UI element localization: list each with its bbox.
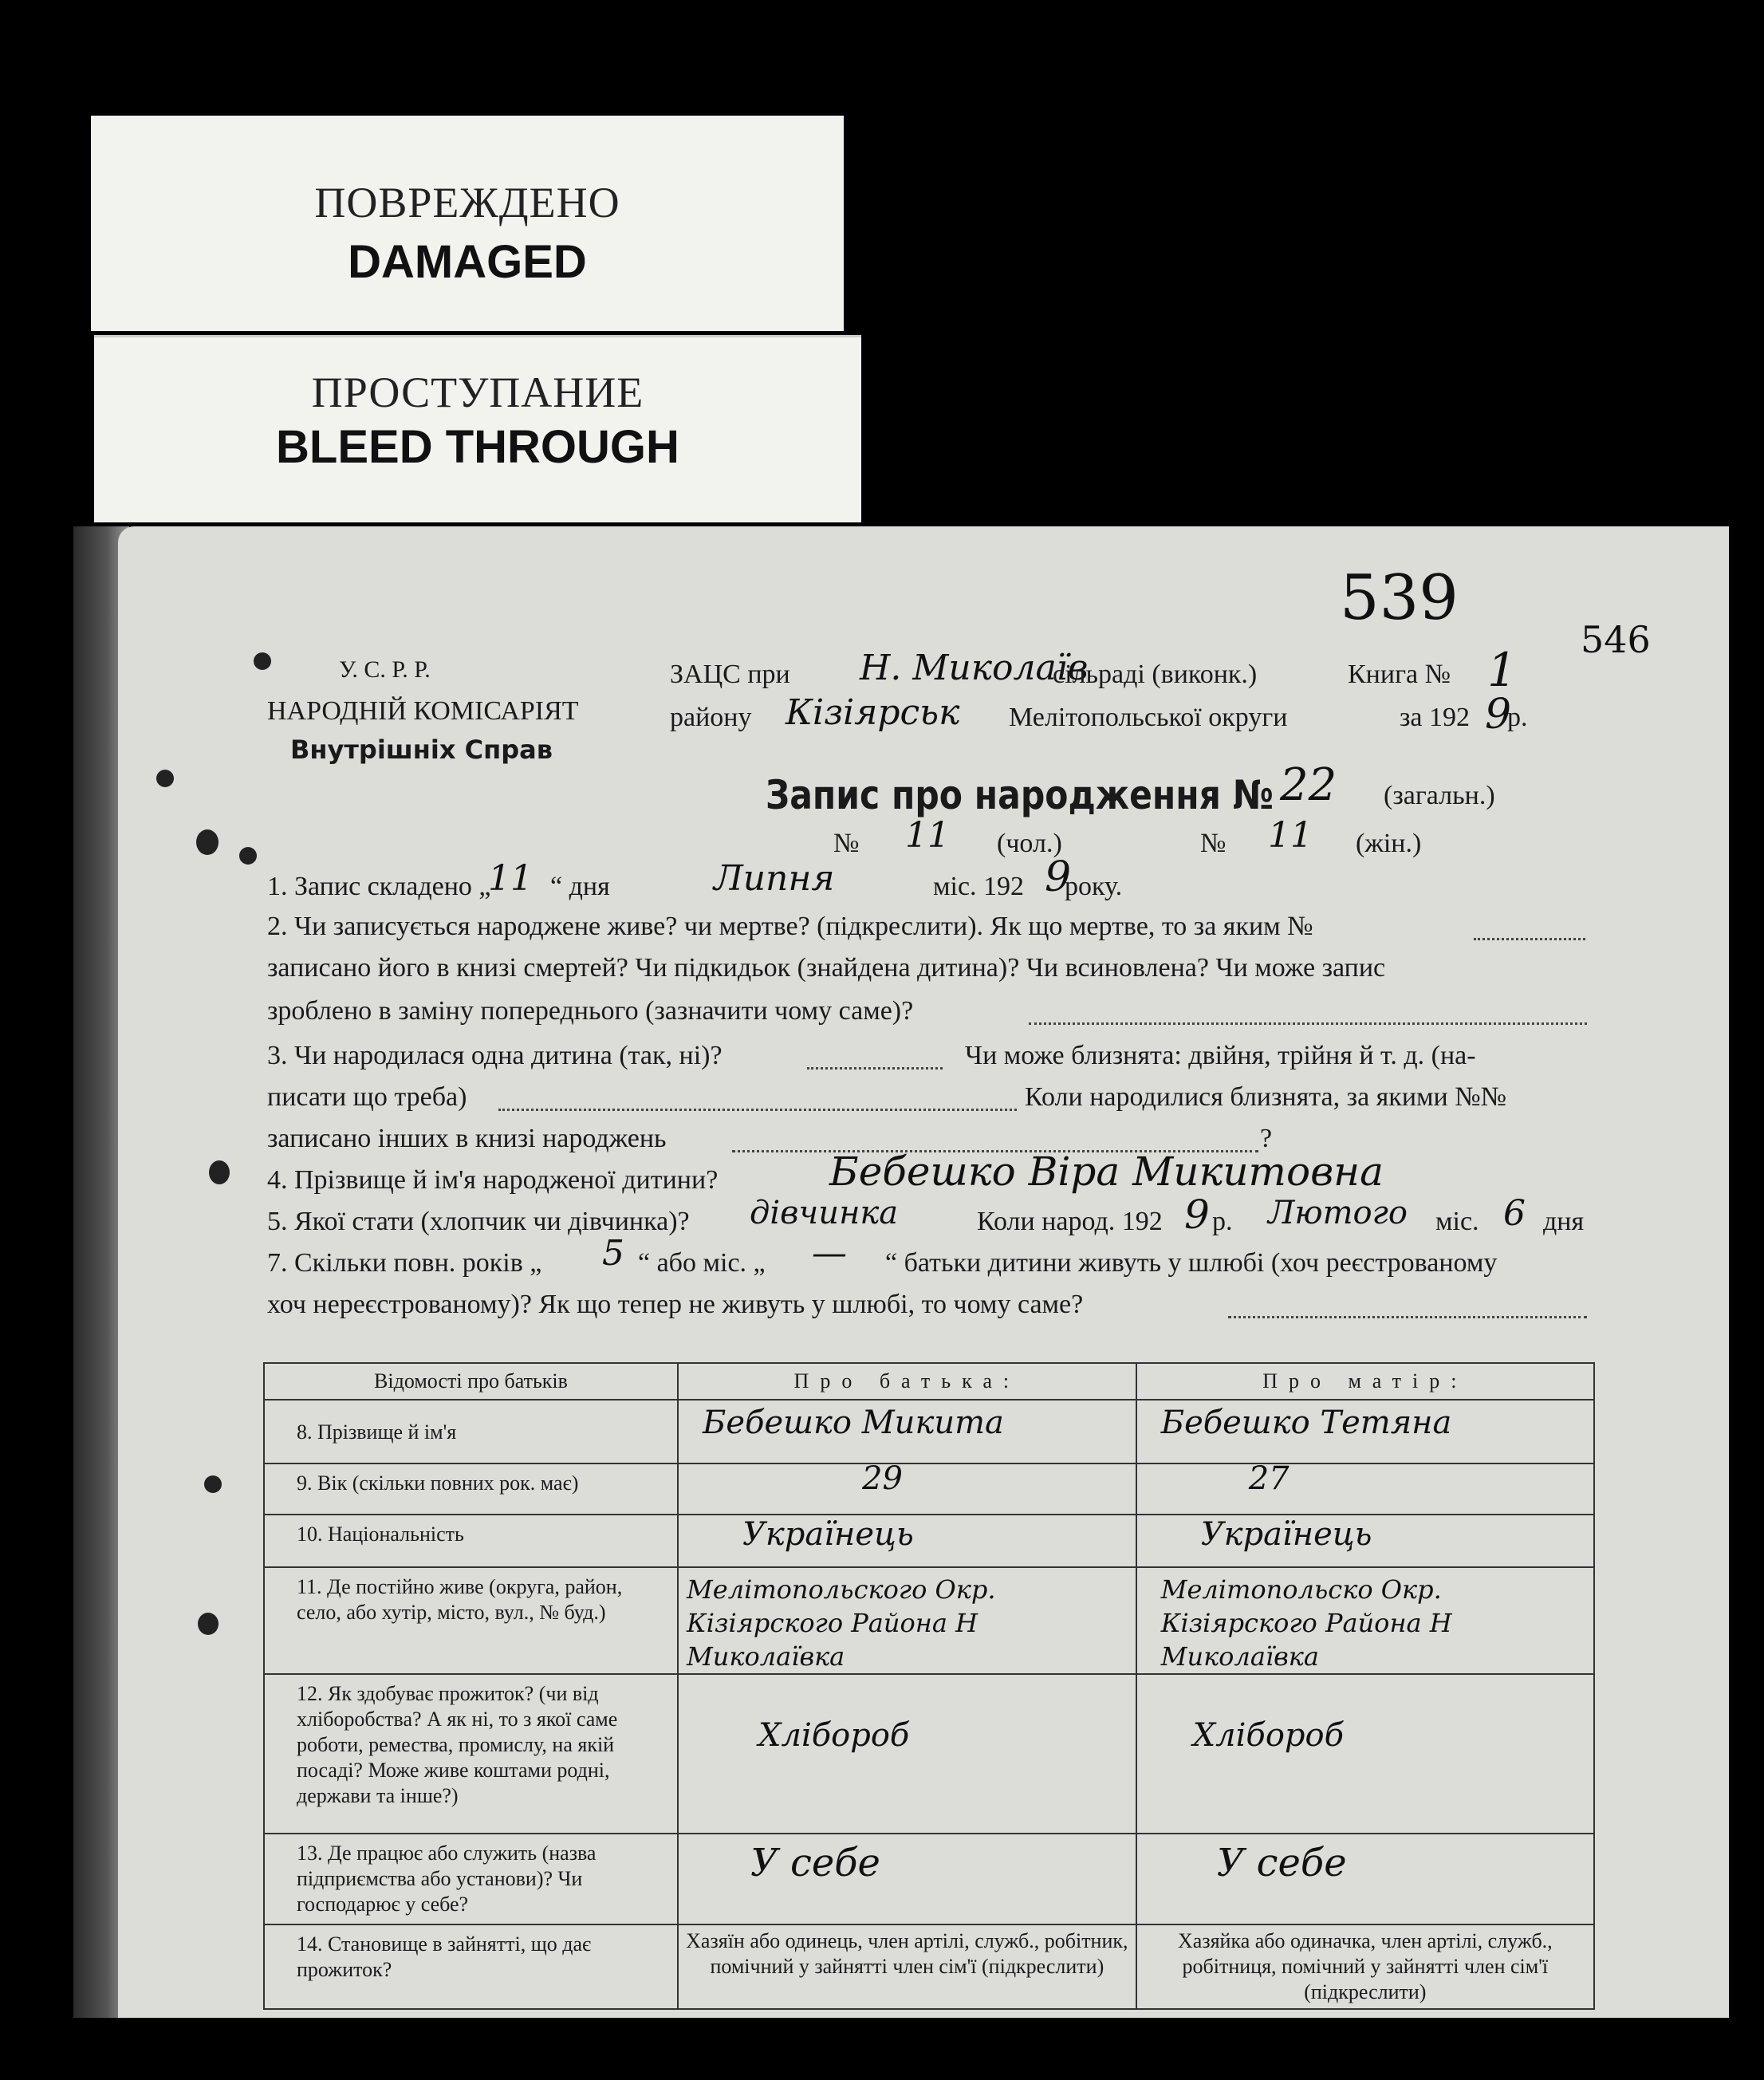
- item1-year-handwritten: 9: [1045, 853, 1072, 901]
- father-residence: Мелітопольского Окр. Кізіярского Района Н Миколаївка: [687, 1574, 996, 1672]
- binding-hole: [209, 1160, 230, 1184]
- father-workplace: У себе: [750, 1841, 880, 1885]
- male-number-handwritten: 11: [905, 815, 950, 856]
- binding-hole: [156, 770, 174, 787]
- item3-fill-2: [498, 1109, 1017, 1111]
- row-label: 10. Національність: [264, 1515, 678, 1567]
- bleed-through-label-card: [94, 335, 861, 522]
- father-cell: [678, 1515, 1136, 1567]
- mother-residence: Мелітопольско Окр. Кізіярского Района Н Миколаївка: [1160, 1574, 1452, 1672]
- binding-hole: [196, 829, 219, 855]
- father-cell: [678, 1460, 1136, 1515]
- item5-text-b: Коли народ. 192: [977, 1207, 1163, 1236]
- mother-name: Бебешко Тетяна: [1160, 1404, 1452, 1441]
- item1-text-d: року.: [1065, 872, 1123, 901]
- table-row: [264, 1674, 1594, 1834]
- binding-hole: [239, 847, 257, 865]
- child-name-handwritten: Бебешко Віра Микитовна: [829, 1148, 1384, 1195]
- zags-prefix: ЗАЦС при: [670, 660, 790, 689]
- village-handwritten: Н. Миколаїв: [860, 648, 1089, 688]
- damaged-label-ua: ПОВРЕЖДЕНО: [314, 179, 620, 227]
- village-suffix: сільраді (виконк.): [1053, 660, 1258, 689]
- row-label: 14. Становище в зайнятті, що дає прожиток?: [264, 1924, 678, 2009]
- female-suffix: (жін.): [1356, 829, 1422, 858]
- parents-header-label: Відомості про батьків: [264, 1363, 678, 1400]
- male-suffix: (чол.): [997, 829, 1062, 858]
- row-label: 9. Вік (скільки повних рок. має): [264, 1463, 678, 1515]
- table-row: [264, 1463, 1594, 1515]
- item5-text-a: 5. Якої стати (хлопчик чи дівчинка)?: [267, 1207, 690, 1236]
- item1-text-b: “ дня: [550, 872, 610, 901]
- table-row: [264, 1567, 1594, 1674]
- item7-text-b: “ або міс. „: [638, 1248, 766, 1278]
- father-age: 29: [862, 1460, 903, 1497]
- birth-month-handwritten: Лютого: [1268, 1195, 1408, 1231]
- item7-text-c: “ батьки дитини живуть у шлюбі (хоч реєстрованому: [885, 1248, 1498, 1278]
- item3-line1a: 3. Чи народилася одна дитина (так, ні)?: [267, 1041, 723, 1070]
- mother-employment-options: Хазяйка або одиначка, член артілі, служб., робітниця, помічний у зайнятті член сім'ї (підкреслити): [1136, 1924, 1594, 2009]
- item5-text-c: р.: [1212, 1207, 1233, 1236]
- item1-month-handwritten: Липня: [714, 858, 835, 899]
- birth-day-handwritten: 6: [1503, 1193, 1526, 1234]
- item1-day-handwritten: 11: [488, 858, 533, 899]
- father-employment-options: Хазяїн або одинець, член артілі, служб., робітник, помічний у зайнятті член сім'ї (підкреслити): [678, 1924, 1136, 2009]
- usrr-heading: У. С. Р. Р.: [339, 656, 431, 683]
- female-no-label: №: [1200, 829, 1227, 858]
- item2-fill-line: [1474, 938, 1585, 940]
- item3-line1b: Чи може близнята: двійня, трійня й т. д. (на-: [965, 1041, 1476, 1070]
- item7-line2: хоч нереєстрованому)? Як що тепер не живуть у шлюбі, то чому саме?: [267, 1290, 1084, 1319]
- mother-cell: [1136, 1515, 1594, 1567]
- commissariat-heading: НАРОДНІЙ КОМІСАРІЯТ: [267, 696, 579, 726]
- parents-table-header: [264, 1363, 1594, 1400]
- item7-fill: [1228, 1316, 1587, 1318]
- table-row: [264, 1400, 1594, 1463]
- table-row: [264, 1924, 1594, 2009]
- year-label: за 192: [1400, 703, 1471, 732]
- book-number-handwritten: 1: [1487, 643, 1517, 697]
- mother-nationality: Українець: [1200, 1516, 1372, 1553]
- mother-age: 27: [1248, 1460, 1290, 1497]
- father-cell: [678, 1400, 1136, 1463]
- row-label: 13. Де працює або служить (назва підприємства або установи)? Чи господарює у себе?: [264, 1834, 678, 1924]
- binding-hole: [254, 652, 271, 670]
- father-column-header: Про батька:: [678, 1363, 1136, 1400]
- mother-column-header: Про матір:: [1136, 1363, 1594, 1400]
- item3-line2a: писати що треба): [267, 1082, 467, 1112]
- male-no-label: №: [833, 829, 860, 858]
- female-number-handwritten: 11: [1268, 815, 1313, 856]
- binding-hole: [204, 1475, 222, 1493]
- father-name: Бебешко Микита: [703, 1404, 1004, 1441]
- book-label: Книга №: [1348, 660, 1451, 689]
- item7-text-a: 7. Скільки повн. років „: [267, 1248, 542, 1278]
- birth-year-handwritten: 9: [1184, 1192, 1210, 1238]
- item2-line3: зроблено в заміну попереднього (зазначити чому саме)?: [267, 996, 914, 1026]
- father-occupation: Хлібороб: [758, 1717, 910, 1754]
- record-general-label: (загальн.): [1384, 781, 1495, 810]
- row-label: 8. Прізвище й ім'я: [264, 1400, 678, 1463]
- item3-fill-1: [807, 1067, 943, 1070]
- bleed-label-ua: ПРОСТУПАНИЕ: [311, 368, 644, 416]
- marriage-years-handwritten: 5: [602, 1233, 624, 1274]
- item4-text: 4. Прізвище й ім'я народженої дитини?: [267, 1165, 719, 1195]
- archive-stamp-number: 539: [1340, 562, 1459, 634]
- okrug-label: Мелітопольської округи: [1009, 703, 1288, 732]
- item2-line2: записано його в книзі смертей? Чи підкидьок (знайдена дитина)? Чи всиновлена? Чи може запис: [267, 953, 1386, 983]
- item3-question: ?: [1260, 1124, 1273, 1153]
- item3-line2b: Коли народилися близнята, за якими №№: [1025, 1082, 1507, 1112]
- bleed-label-en: BLEED THROUGH: [276, 421, 679, 473]
- mother-cell: [1136, 1834, 1594, 1924]
- row-label: 12. Як здобуває прожиток? (чи від хліборобства? А як ні, то з якої саме роботи, ремества, промислу, на якій посаді? Може живе коштами родні, держави та інше?): [264, 1674, 678, 1834]
- parents-table: [263, 1362, 1595, 2010]
- item1-text-c: міс. 192: [933, 872, 1025, 901]
- mother-occupation: Хлібороб: [1192, 1717, 1345, 1754]
- father-nationality: Українець: [742, 1516, 914, 1553]
- item1-text-a: 1. Запис складено „: [267, 872, 491, 901]
- year-handwritten: 9: [1485, 691, 1512, 739]
- father-cell: [678, 1674, 1136, 1834]
- mother-cell: [1136, 1400, 1594, 1463]
- item5-text-e: дня: [1543, 1207, 1585, 1236]
- rayon-handwritten: Кізіярськ: [786, 692, 960, 733]
- item2-fill-line-2: [1029, 1022, 1587, 1025]
- record-number-handwritten: 22: [1280, 759, 1337, 811]
- ministry-heading: Внутрішніх Справ: [290, 735, 553, 765]
- item3-line3: записано інших в книзі народжень: [267, 1124, 667, 1153]
- binding-hole: [198, 1613, 219, 1635]
- record-title: Запис про народження №: [766, 772, 1274, 818]
- mother-cell: [1136, 1567, 1594, 1674]
- damaged-label-en: DAMAGED: [348, 236, 587, 288]
- year-suffix: р.: [1507, 703, 1528, 732]
- marriage-months-handwritten: —: [812, 1233, 847, 1274]
- item2-line1: 2. Чи записується народжене живе? чи мертве? (підкреслити). Як що мертве, то за яким №: [267, 912, 1313, 941]
- table-row: [264, 1515, 1594, 1567]
- mother-cell: [1136, 1460, 1594, 1515]
- mother-cell: [1136, 1674, 1594, 1834]
- row-label: 11. Де постійно живе (округа, район, село, або хутір, місто, вул., № буд.): [264, 1567, 678, 1674]
- damaged-label-card: [91, 116, 844, 331]
- rayon-prefix: району: [670, 703, 752, 732]
- father-cell: [678, 1834, 1136, 1924]
- item5-text-d: міс.: [1435, 1207, 1479, 1236]
- archive-page-number: 546: [1581, 618, 1651, 661]
- father-cell: [678, 1567, 1136, 1674]
- table-row: [264, 1834, 1594, 1924]
- child-sex-handwritten: дівчинка: [750, 1195, 899, 1231]
- mother-workplace: У себе: [1216, 1841, 1347, 1885]
